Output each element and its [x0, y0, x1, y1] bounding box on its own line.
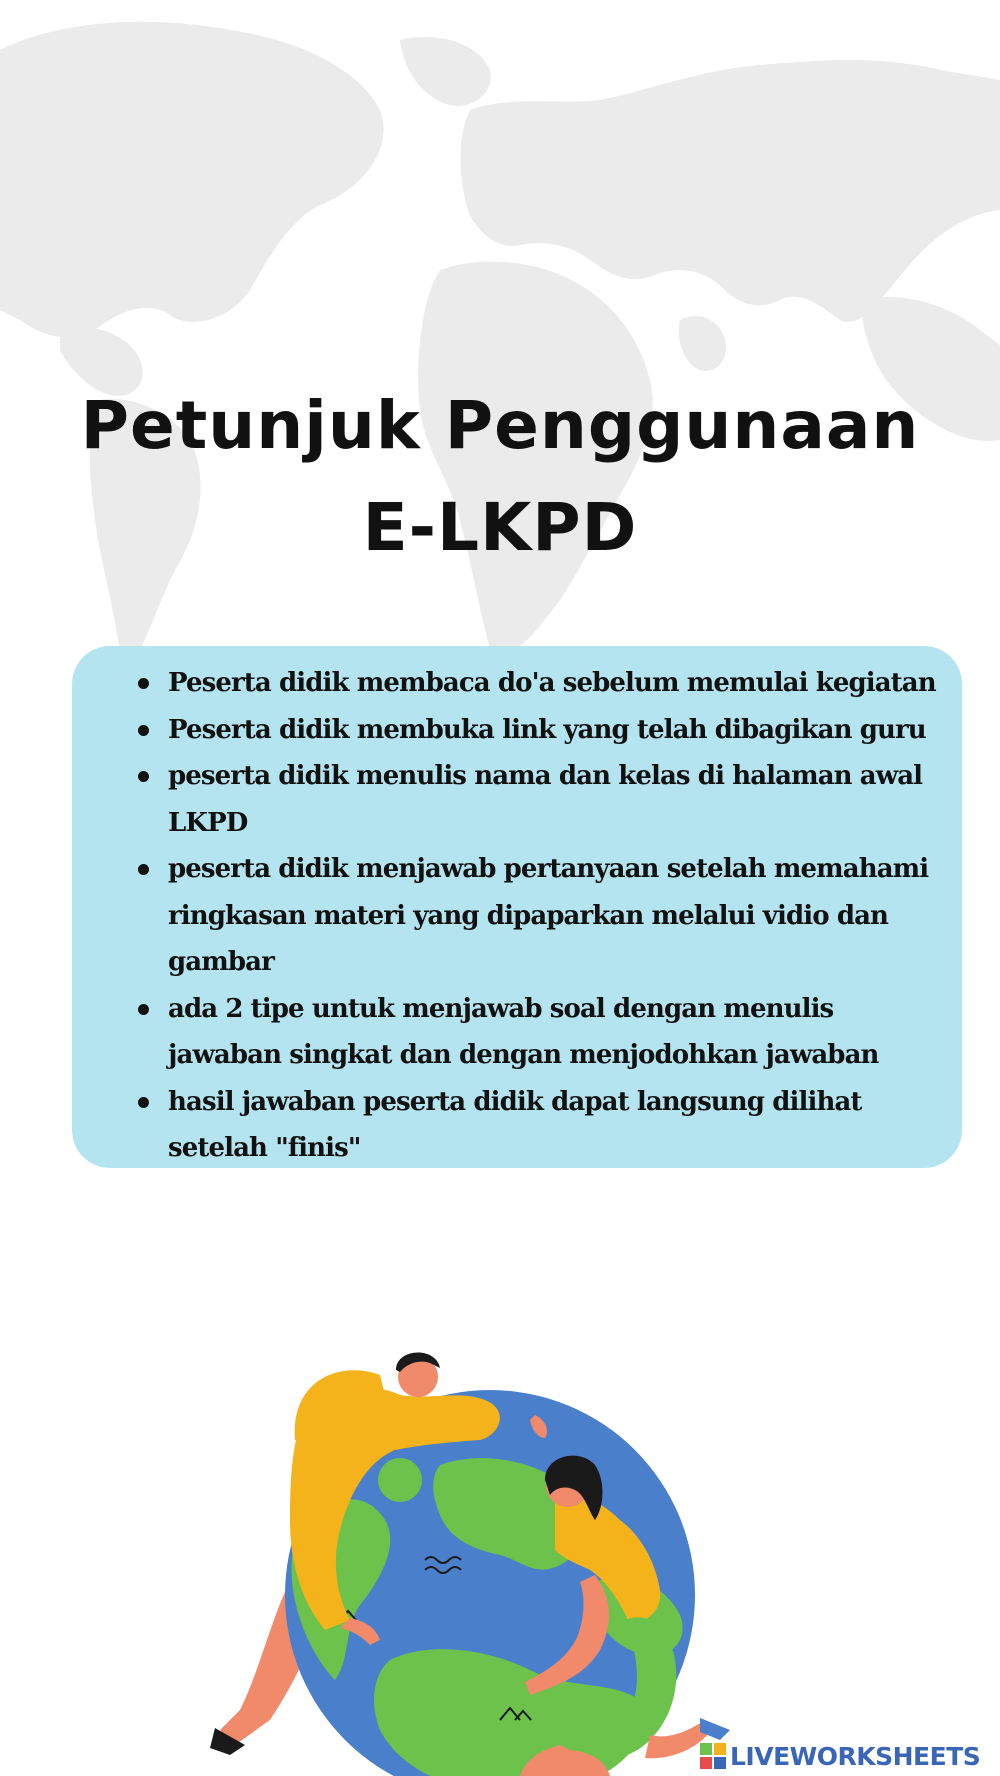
- people-hugging-globe-illustration: [200, 1320, 800, 1776]
- title-line-2: E-LKPD: [362, 489, 638, 566]
- instructions-card: [72, 646, 962, 1168]
- page-title: [0, 375, 1000, 579]
- title-line-1: Petunjuk Penggunaan: [80, 387, 920, 464]
- liveworksheets-watermark: [700, 1738, 980, 1774]
- list-item: ada 2 tipe untuk menjawab soal dengan menulis jawaban singkat dan dengan menjodohkan jawaban: [168, 986, 952, 1079]
- instructions-list: [132, 660, 952, 1172]
- list-item: Peserta didik membaca do'a sebelum memulai kegiatan: [168, 660, 952, 707]
- liveworksheets-logo-icon: [700, 1743, 726, 1769]
- list-item: hasil jawaban peserta didik dapat langsung dilihat setelah "finis": [168, 1079, 952, 1172]
- watermark-text: LIVEWORKSHEETS: [730, 1741, 981, 1771]
- list-item: Peserta didik membuka link yang telah dibagikan guru: [168, 707, 952, 754]
- list-item: peserta didik menjawab pertanyaan setelah memahami ringkasan materi yang dipaparkan melalui vidio dan gambar: [168, 846, 952, 986]
- list-item: peserta didik menulis nama dan kelas di halaman awal LKPD: [168, 753, 952, 846]
